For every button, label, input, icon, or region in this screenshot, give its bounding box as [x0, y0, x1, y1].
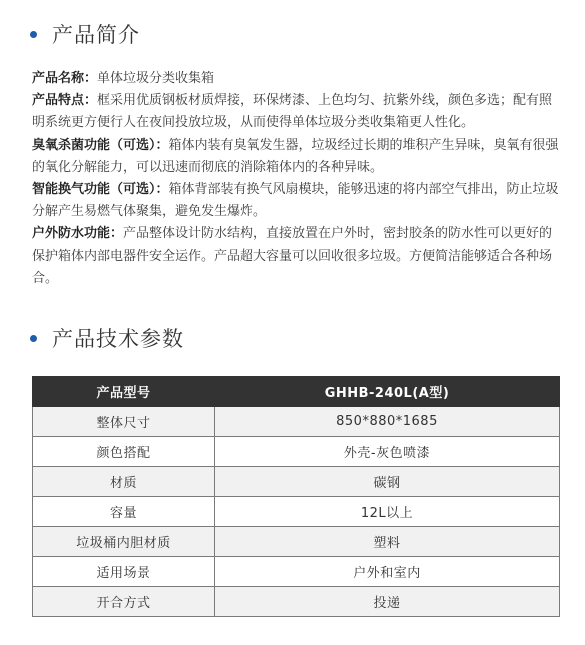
spec-header-value: GHHB-240L(A型): [215, 377, 560, 407]
intro-text: 产品整体设计防水结构，直接放置在户外时，密封胶条的防水性可以更好的保护箱体内部电器件安全运作。产品超大容量可以回收很多垃圾。方便简洁能够适合各种场合。: [32, 226, 553, 286]
spec-value: 12L以上: [215, 497, 560, 527]
spec-label: 整体尺寸: [33, 407, 215, 437]
product-intro: [32, 68, 562, 290]
spec-value: 碳钢: [215, 467, 560, 497]
table-row: [33, 527, 560, 557]
intro-text: 箱体背部装有换气风扇模块，能够迅速的将内部空气排出，防止垃圾分解产生易燃气体聚集，避免发生爆炸。: [32, 182, 559, 220]
spec-label: 适用场景: [33, 557, 215, 587]
intro-paragraph-ventilation: [32, 179, 562, 223]
spec-label: 垃圾桶内胆材质: [33, 527, 215, 557]
spec-header-label: 产品型号: [33, 377, 215, 407]
intro-label: 户外防水功能：: [32, 226, 124, 242]
spec-value: 塑料: [215, 527, 560, 557]
intro-label: 产品名称：: [32, 71, 98, 86]
spec-value: 850*880*1685: [215, 407, 560, 437]
spec-value: 外壳-灰色喷漆: [215, 437, 560, 467]
intro-paragraph-features: [32, 90, 562, 134]
spec-section-header: [30, 323, 184, 353]
spec-table: [32, 376, 560, 617]
intro-label: 产品特点：: [32, 93, 98, 109]
spec-label: 材质: [33, 467, 215, 497]
bullet-dot-icon: [30, 335, 37, 342]
intro-label: 智能换气功能（可选）：: [32, 182, 169, 198]
table-row: [33, 557, 560, 587]
table-row: [33, 587, 560, 617]
table-row: [33, 407, 560, 437]
intro-text: 箱体内装有臭氧发生器，垃圾经过长期的堆积产生异味，臭氧有很强的氧化分解能力，可以迅速而彻底的消除箱体内的各种异味。: [32, 137, 559, 175]
table-row: [33, 497, 560, 527]
intro-text: 框采用优质钢板材质焊接，环保烤漆、上色均匀、抗紫外线，颜色多选；配有照明系统更方便行人在夜间投放垃圾，从而使得单体垃圾分类收集箱更人性化。: [32, 93, 553, 131]
spec-label: 颜色搭配: [33, 437, 215, 467]
table-row: [33, 467, 560, 497]
bullet-dot-icon: [30, 31, 37, 38]
intro-label: 臭氧杀菌功能（可选）：: [32, 137, 169, 153]
intro-section-title: 产品简介: [52, 23, 140, 47]
intro-paragraph-waterproof: [32, 223, 562, 290]
table-row: [33, 437, 560, 467]
spec-label: 开合方式: [33, 587, 215, 617]
spec-value: 户外和室内: [215, 557, 560, 587]
intro-text: 单体垃圾分类收集箱: [97, 71, 215, 86]
intro-paragraph-ozone: [32, 135, 562, 179]
intro-section-header: [30, 19, 140, 49]
spec-label: 容量: [33, 497, 215, 527]
spec-section-title: 产品技术参数: [52, 327, 184, 351]
spec-table-header-row: [33, 377, 560, 407]
spec-value: 投递: [215, 587, 560, 617]
intro-paragraph-name: [32, 68, 562, 90]
